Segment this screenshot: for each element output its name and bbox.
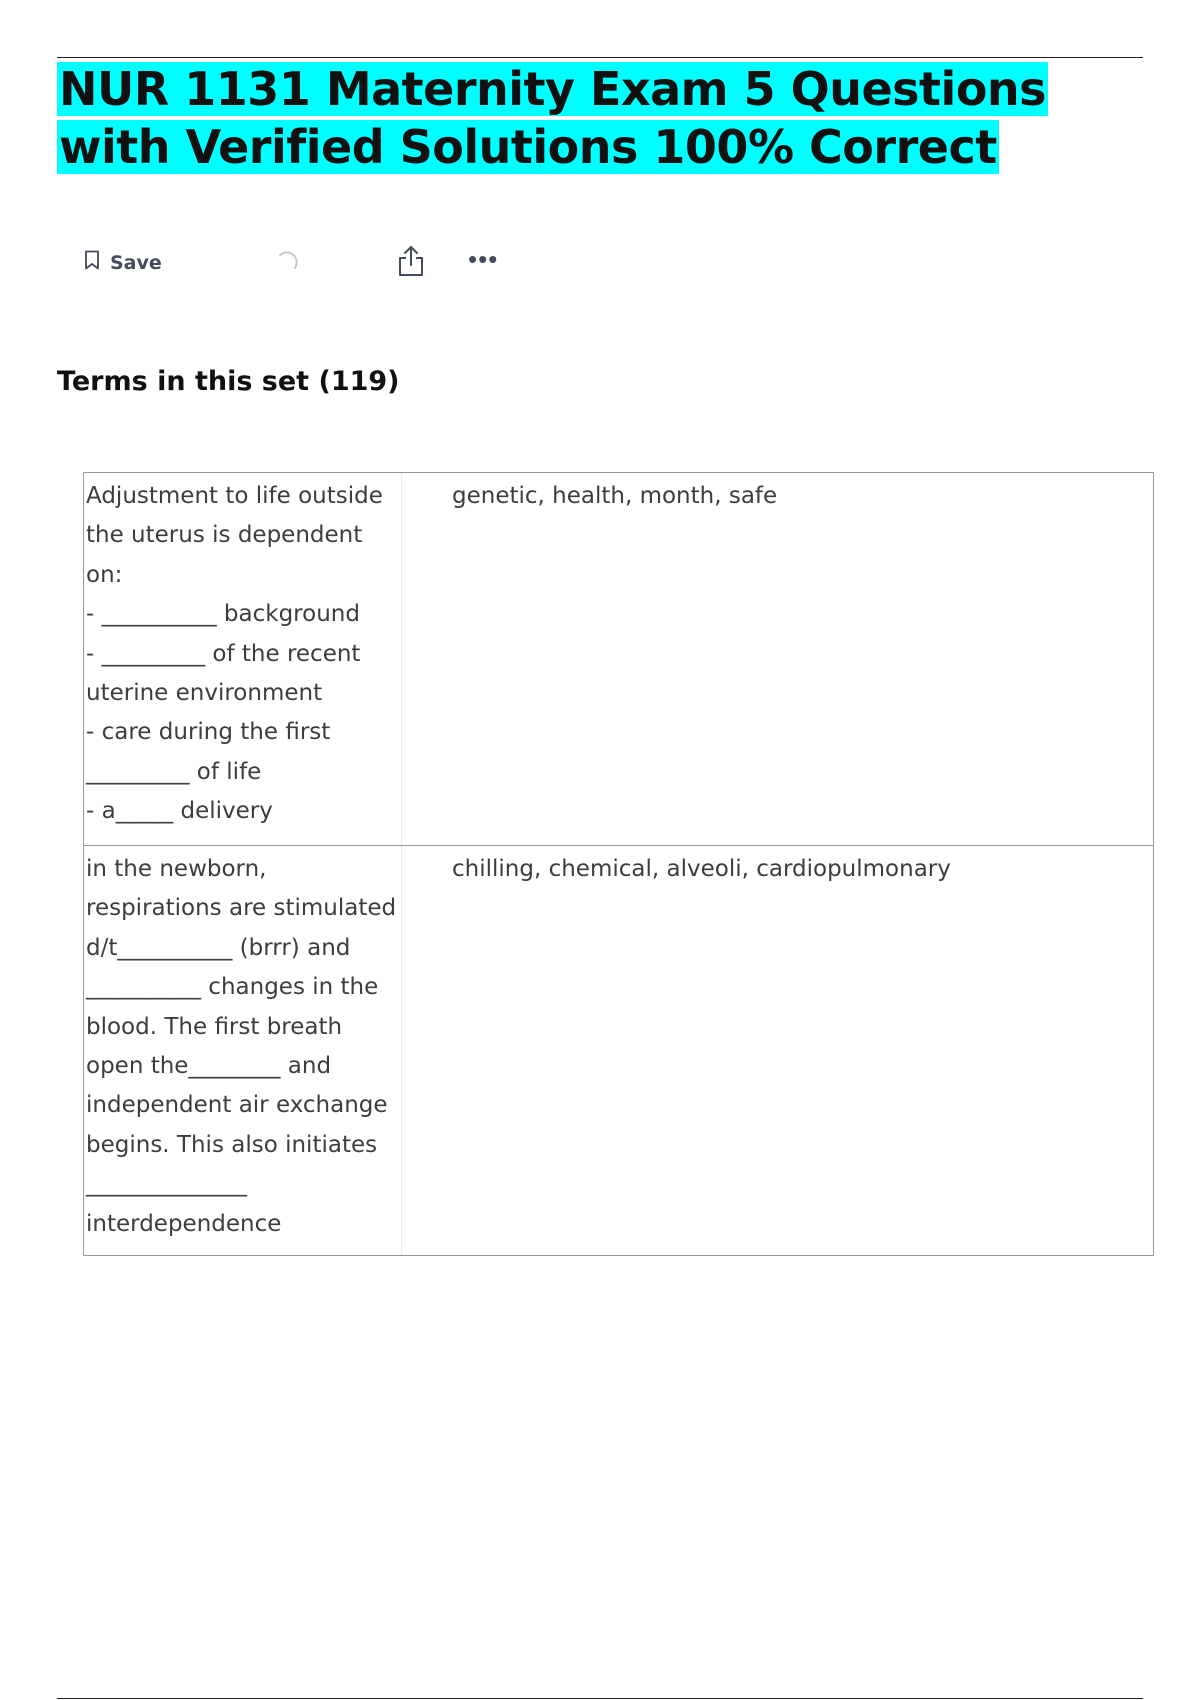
bookmark-icon [84,250,100,275]
term-cell: Adjustment to life outside the uterus is dependent on: - __________ background - _________ of the recent uterine environment - care during the first _________ of life - a_____ delivery [84,473,402,845]
table-row [84,846,1153,1256]
terms-heading: Terms in this set (119) [57,366,400,397]
save-button[interactable] [84,250,162,275]
share-icon[interactable] [396,244,426,283]
top-rule [57,57,1143,58]
table-row [84,473,1153,846]
title-highlight: NUR 1131 Maternity Exam 5 Questions with Verified Solutions 100% Correct [59,62,1047,174]
definition-cell: genetic, health, month, safe [452,483,778,509]
terms-table [83,472,1154,1256]
document-title [57,60,1057,176]
term-cell: in the newborn, respirations are stimulated d/t__________ (brrr) and __________ changes in the blood. The first breath open the________ and independent air exchange begins. This also initiates ______________ interdependence [84,846,402,1255]
save-label: Save [110,251,162,274]
definition-cell: chilling, chemical, alveoli, cardiopulmonary [452,856,951,882]
bottom-rule [57,1698,1143,1699]
set-toolbar [84,240,584,286]
more-options-icon[interactable]: ••• [468,244,499,274]
loading-spinner-icon [274,250,300,281]
